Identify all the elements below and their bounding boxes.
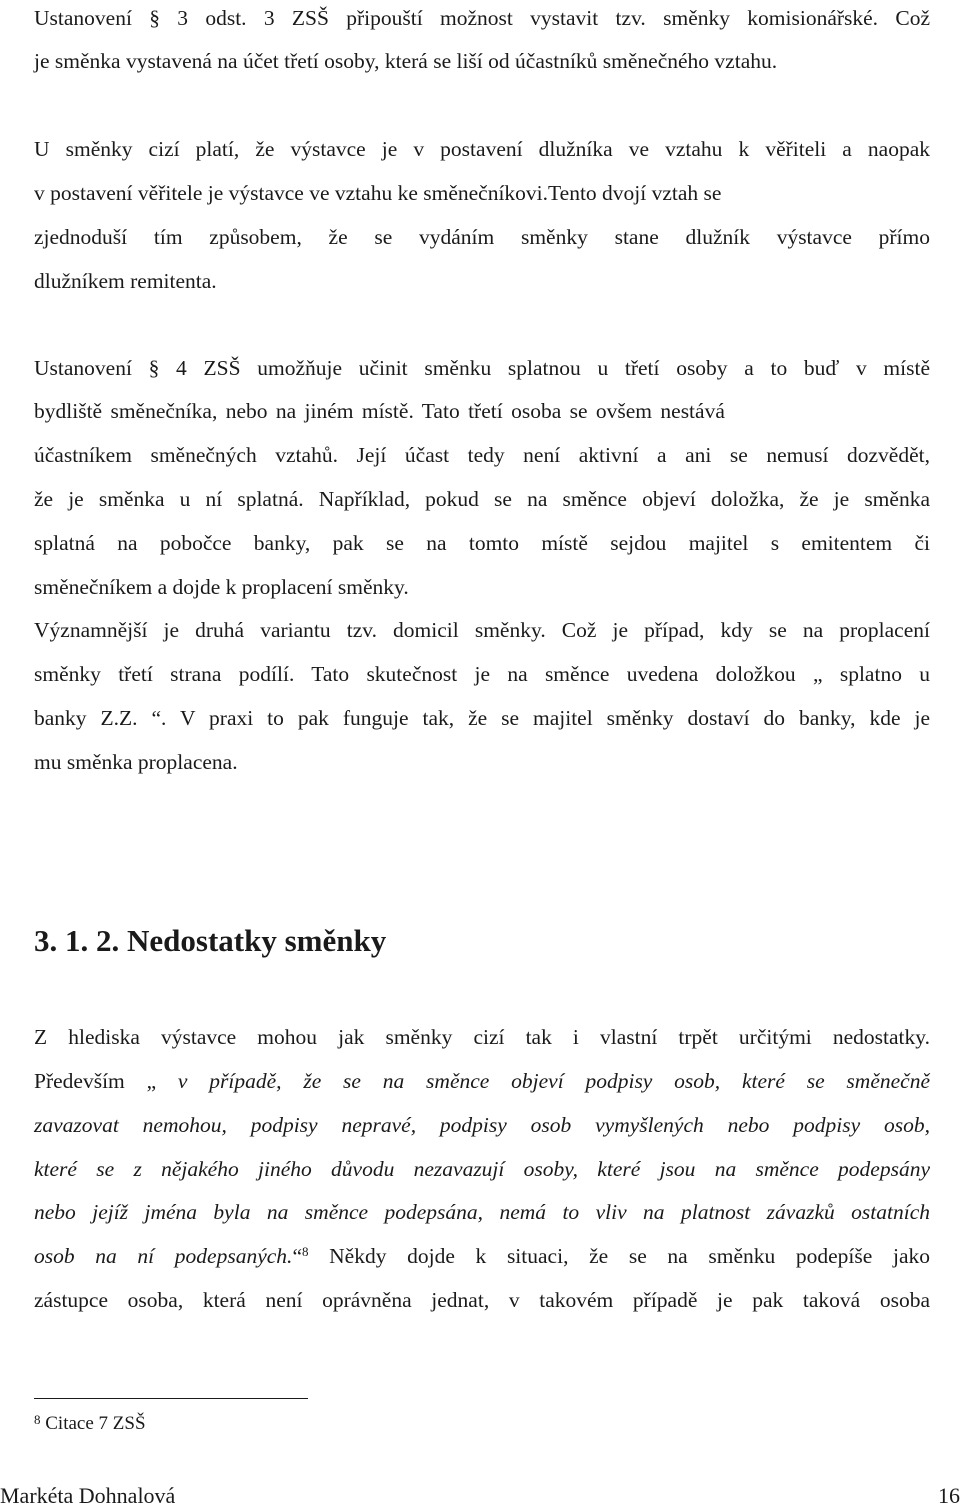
p4-line-3 bbox=[34, 1112, 930, 1138]
section-heading: 3. 1. 2. Nedostatky směnky bbox=[34, 923, 387, 958]
p4-line-6-rest: Někdy dojde k situaci, že se na směnku podepíše jako bbox=[308, 1244, 930, 1268]
p4-line-2-italic: v případě, že se na směnce objeví podpisy osob, které se směnečně bbox=[177, 1069, 930, 1093]
p4-line-7: zástupce osoba, která není oprávněna jednat, v takovém případě je pak taková osoba bbox=[34, 1288, 930, 1312]
footnote-text: Citace 7 ZSŠ bbox=[40, 1413, 146, 1434]
p4-line-5 bbox=[34, 1199, 930, 1225]
p4-line-4-italic: které se z nějakého jiného důvodu nezavazují osoby, které jsou na směnce podepsány bbox=[34, 1157, 930, 1181]
footnote-number: 8 bbox=[34, 1412, 41, 1427]
footnote bbox=[34, 1412, 146, 1436]
p2-line-1: U směnky cizí platí, že výstavce je v postavení dlužníka ve vztahu k věřiteli a naopak bbox=[34, 137, 930, 161]
page-number: 16 bbox=[938, 1483, 960, 1508]
p3-line-9: banky Z.Z. “. V praxi to pak funguje tak, že se majitel směnky dostaví do banky, kde je bbox=[34, 706, 930, 730]
p2-line-3: zjednoduší tím způsobem, že se vydáním směnky stane dlužník výstavce přímo bbox=[34, 225, 930, 249]
p3-line-2: bydliště směnečníka, nebo na jiném místě. Tato třetí osoba se ovšem nestává bbox=[34, 399, 725, 423]
p4-line-2-lead: Především „ bbox=[34, 1069, 178, 1093]
p2-line-2: v postavení věřitele je výstavce ve vztahu ke směnečníkovi.Tento dvojí vztah se bbox=[34, 181, 722, 205]
footer-author: Markéta Dohnalová bbox=[0, 1483, 176, 1508]
page-footer bbox=[0, 1485, 960, 1507]
p3-line-1: Ustanovení § 4 ZSŠ umožňuje učinit směnku splatnou u třetí osoby a to buď v místě bbox=[34, 356, 930, 380]
closing-quote: “ bbox=[292, 1244, 302, 1268]
p4-line-3-italic: zavazovat nemohou, podpisy nepravé, podpisy osob vymyšlených nebo podpisy osob, bbox=[34, 1113, 930, 1137]
p4-line-6 bbox=[34, 1243, 930, 1269]
p1-line-2: je směnka vystavená na účet třetí osoby, která se liší od účastníků směnečného vztahu. bbox=[34, 49, 778, 73]
p3-line-6: směnečníkem a dojde k proplacení směnky. bbox=[34, 575, 409, 599]
p4-line-1: Z hlediska výstavce mohou jak směnky cizí tak i vlastní trpět určitými nedostatky. bbox=[34, 1025, 930, 1049]
p1-line-1: Ustanovení § 3 odst. 3 ZSŠ připouští možnost vystavit tzv. směnky komisionářské. Což bbox=[34, 6, 930, 30]
p3-line-7: Významnější je druhá variantu tzv. domicil směnky. Což je případ, kdy se na proplacení bbox=[34, 618, 930, 642]
footnote-separator bbox=[34, 1398, 308, 1399]
p4-line-6-italic: osob na ní podepsaných. bbox=[34, 1244, 293, 1268]
p3-line-5: splatná na pobočce banky, pak se na tomto místě sejdou majitel s emitentem či bbox=[34, 531, 930, 555]
p3-line-8: směnky třetí strana podílí. Tato skutečnost je na směnce uvedena doložkou „ splatno u bbox=[34, 662, 930, 686]
p3-line-10: mu směnka proplacena. bbox=[34, 750, 238, 774]
p4-line-2 bbox=[34, 1068, 930, 1094]
p4-line-5-italic: nebo jejíž jména byla na směnce podepsána, nemá to vliv na platnost závazků ostatních bbox=[34, 1200, 930, 1224]
p3-line-3: účastníkem směnečných vztahů. Její účast tedy není aktivní a ani se nemusí dozvědět, bbox=[34, 443, 930, 467]
footnote-reference: 8 bbox=[301, 1244, 309, 1259]
p3-line-4: že je směnka u ní splatná. Například, pokud se na směnce objeví doložka, že je směnka bbox=[34, 487, 930, 511]
p4-line-4 bbox=[34, 1156, 930, 1182]
p2-line-4: dlužníkem remitenta. bbox=[34, 269, 217, 293]
